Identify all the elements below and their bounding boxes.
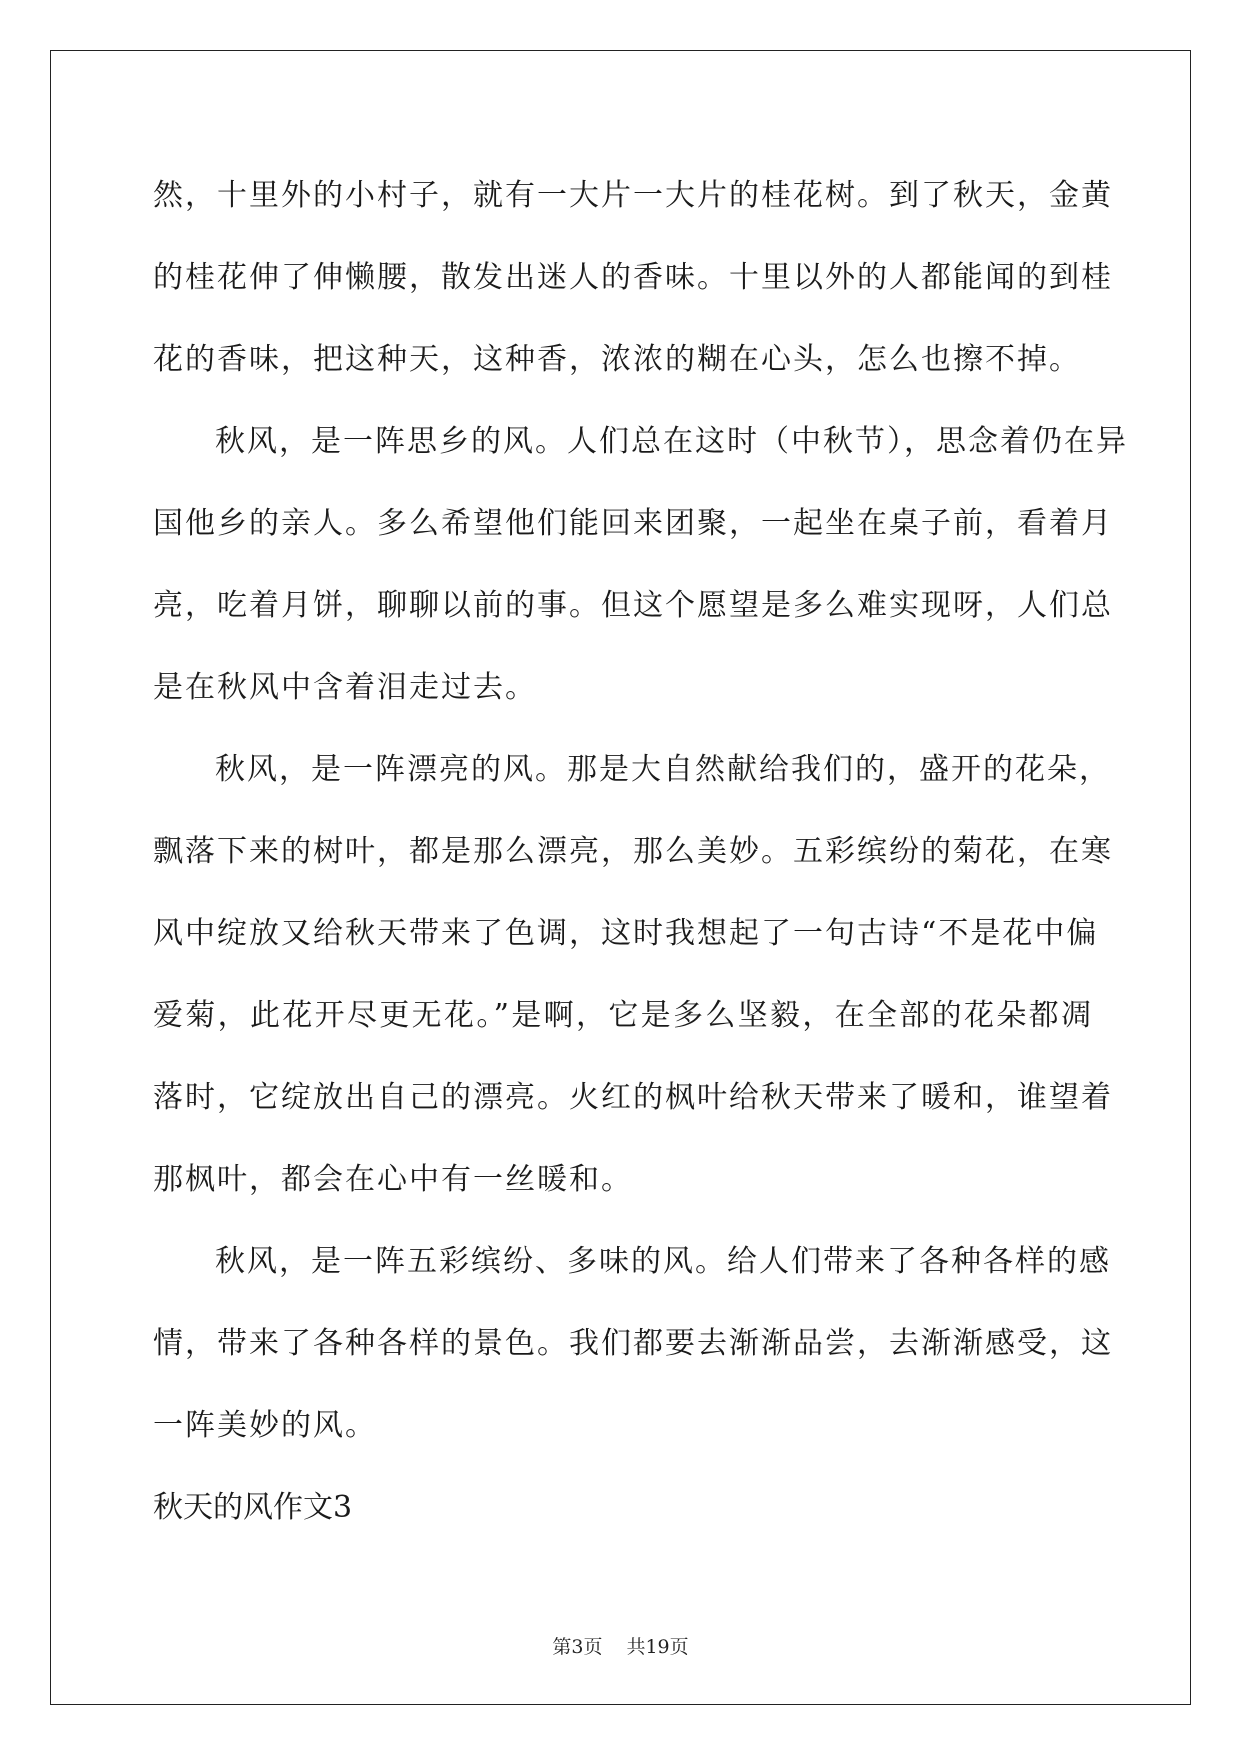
text-line: 秋风，是一阵漂亮的风。那是大自然献给我们的，盛开的花朵， — [215, 752, 1111, 787]
text-line: 飘落下来的树叶，都是那么漂亮，那么美妙。五彩缤纷的菊花，在寒 — [153, 834, 1113, 869]
document-body — [153, 155, 1128, 1549]
text-line: 情，带来了各种各样的景色。我们都要去渐渐品尝，去渐渐感受，这 — [153, 1326, 1113, 1361]
text-line: 爱菊，此花开尽更无花。”是啊，它是多么坚毅，在全部的花朵都凋 — [153, 998, 1093, 1033]
text-line: 那枫叶，都会在心中有一丝暖和。 — [153, 1162, 633, 1197]
page-total: 共19页 — [626, 1636, 689, 1658]
text-line: 然，十里外的小村子，就有一大片一大片的桂花树。到了秋天，金黄 — [153, 178, 1113, 213]
text-line: 落时，它绽放出自己的漂亮。火红的枫叶给秋天带来了暖和，谁望着 — [153, 1080, 1113, 1115]
text-line: 秋风，是一阵思乡的风。人们总在这时（中秋节），思念着仍在异 — [215, 424, 1128, 459]
text-line: 的桂花伸了伸懒腰，散发出迷人的香味。十里以外的人都能闻的到桂 — [153, 260, 1113, 295]
text-line: 花的香味，把这种天，这种香，浓浓的糊在心头，怎么也擦不掉。 — [153, 342, 1081, 377]
text-line: 是在秋风中含着泪走过去。 — [153, 670, 537, 705]
text-line: 亮，吃着月饼，聊聊以前的事。但这个愿望是多么难实现呀，人们总 — [153, 588, 1113, 623]
page-footer — [0, 1632, 1241, 1659]
text-line: 一阵美妙的风。 — [153, 1408, 377, 1443]
text-line: 国他乡的亲人。多么希望他们能回来团聚，一起坐在桌子前，看着月 — [153, 506, 1113, 541]
text-line: 风中绽放又给秋天带来了色调，这时我想起了一句古诗“不是花中偏 — [153, 916, 1099, 951]
page-number: 第3页 — [552, 1636, 603, 1658]
section-heading: 秋天的风作文3 — [153, 1490, 353, 1525]
text-line: 秋风，是一阵五彩缤纷、多味的风。给人们带来了各种各样的感 — [215, 1244, 1111, 1279]
